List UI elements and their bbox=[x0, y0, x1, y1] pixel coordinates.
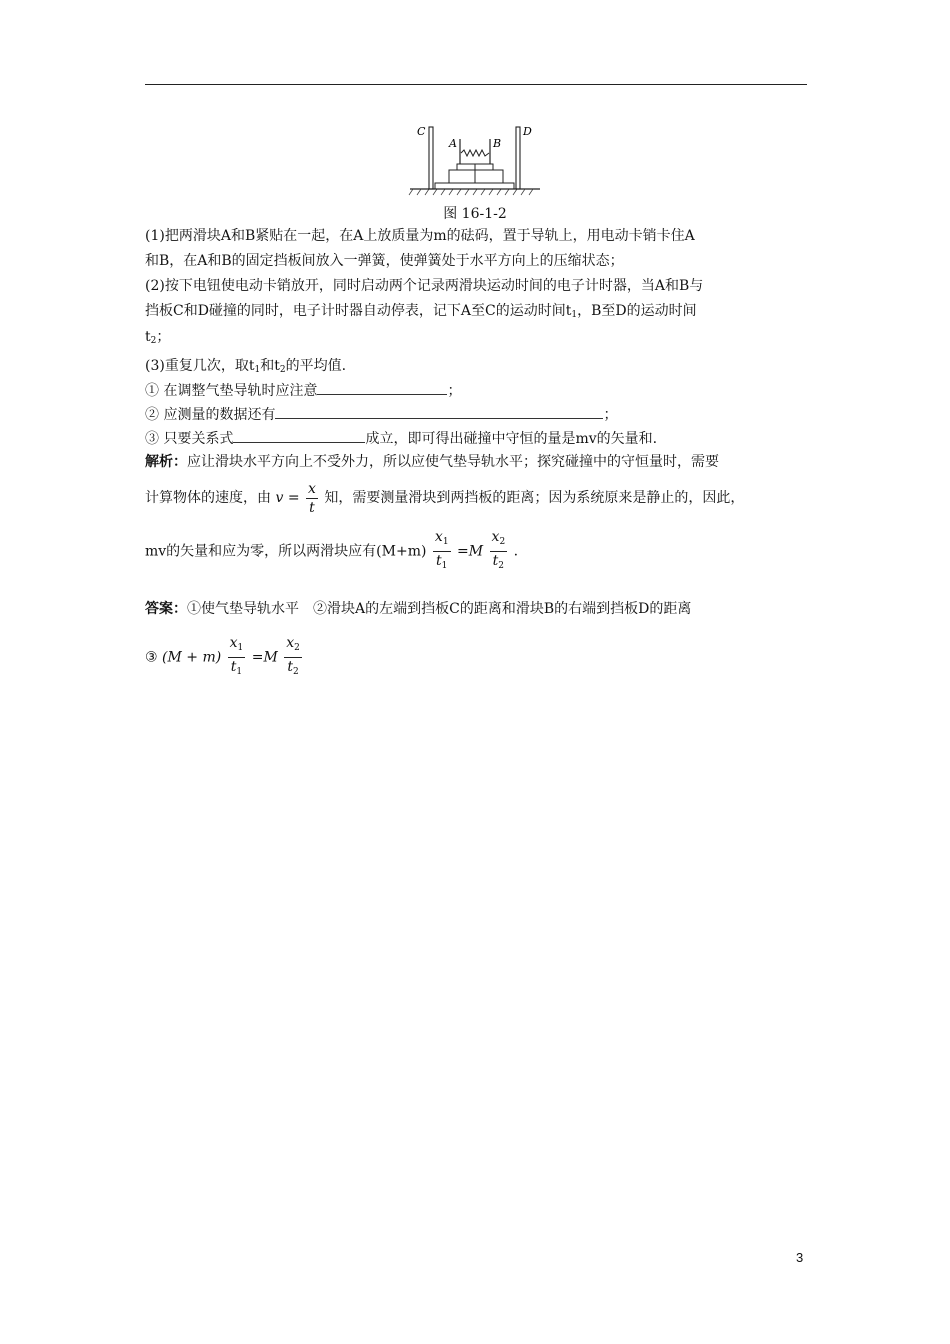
answer-blank-2[interactable] bbox=[275, 404, 603, 419]
label-c: C bbox=[417, 125, 426, 138]
figure-caption: 图 16-1-2 bbox=[443, 206, 507, 222]
step-2-line-c: t2； bbox=[145, 329, 171, 346]
air-track-diagram bbox=[405, 117, 545, 199]
label-d: D bbox=[523, 125, 532, 138]
fraction-x2-over-t2: $\frac{x_2}{t_2}$ bbox=[491, 529, 506, 571]
page-number: 3 bbox=[796, 1250, 804, 1265]
answer-blank-3[interactable] bbox=[233, 428, 365, 443]
answer-label: 答案： bbox=[145, 601, 187, 617]
analysis-line-3: mv的矢量和应为零，所以两滑块应有(M+m) $\frac{x_1}{t_1}$ =M $\frac{x_2}{t_2}$ . bbox=[145, 528, 518, 575]
question-3: ③ 只要关系式 成立，即可得出碰撞中守恒的量是mv的矢量和. bbox=[145, 428, 657, 449]
question-1: ① 在调整气垫导轨时应注意 ； bbox=[145, 380, 461, 401]
header-rule bbox=[145, 84, 807, 85]
analysis-line-1: 解析：应让滑块水平方向上不受外力，所以应使气垫导轨水平；探究碰撞中的守恒量时，需要 bbox=[145, 454, 719, 470]
fraction-x-over-t: $\frac{x}{t}$ bbox=[308, 480, 316, 516]
step-1-line-a: (1)把两滑块A和B紧贴在一起，在A上放质量为m的砝码，置于导轨上，用电动卡销卡住A bbox=[145, 228, 695, 244]
label-b: B bbox=[493, 137, 502, 150]
answer-line-1: 答案：①使气垫导轨水平 ②滑块A的左端到挡板C的距离和滑块B的右端到挡板D的距离 bbox=[145, 601, 692, 617]
step-2-line-b: 挡板C和D碰撞的同时，电子计时器自动停表，记下A至C的运动时间t1，B至D的运动时间 bbox=[145, 303, 697, 320]
answer-blank-1[interactable] bbox=[317, 380, 447, 395]
label-a: A bbox=[449, 137, 457, 150]
answer-fraction-x1-over-t1: $\frac{x_1}{t_1}$ bbox=[229, 635, 244, 677]
step-1-line-b: 和B，在A和B的固定挡板间放入一弹簧，使弹簧处于水平方向上的压缩状态； bbox=[145, 253, 624, 269]
question-2: ② 应测量的数据还有 ； bbox=[145, 404, 617, 425]
answer-fraction-x2-over-t2: $\frac{x_2}{t_2}$ bbox=[286, 635, 300, 677]
analysis-line-2: 计算物体的速度，由 v = $\frac{x}{t}$ 知，需要测量滑块到两挡板的距离；因为系统原来是静止的，因此， bbox=[145, 480, 745, 516]
step-2-line-a: (2)按下电钮使电动卡销放开，同时启动两个记录两滑块运动时间的电子计时器，当A和B与 bbox=[145, 278, 704, 294]
answer-line-2: ③ (M + m) $\frac{x_1}{t_1}$ =M $\frac{x_2}{t_2}$ bbox=[145, 634, 304, 681]
fraction-x1-over-t1: $\frac{x_1}{t_1}$ bbox=[434, 529, 449, 571]
step-3-line: (3)重复几次，取t1和t2的平均值. bbox=[145, 358, 347, 375]
analysis-label: 解析： bbox=[145, 454, 187, 470]
